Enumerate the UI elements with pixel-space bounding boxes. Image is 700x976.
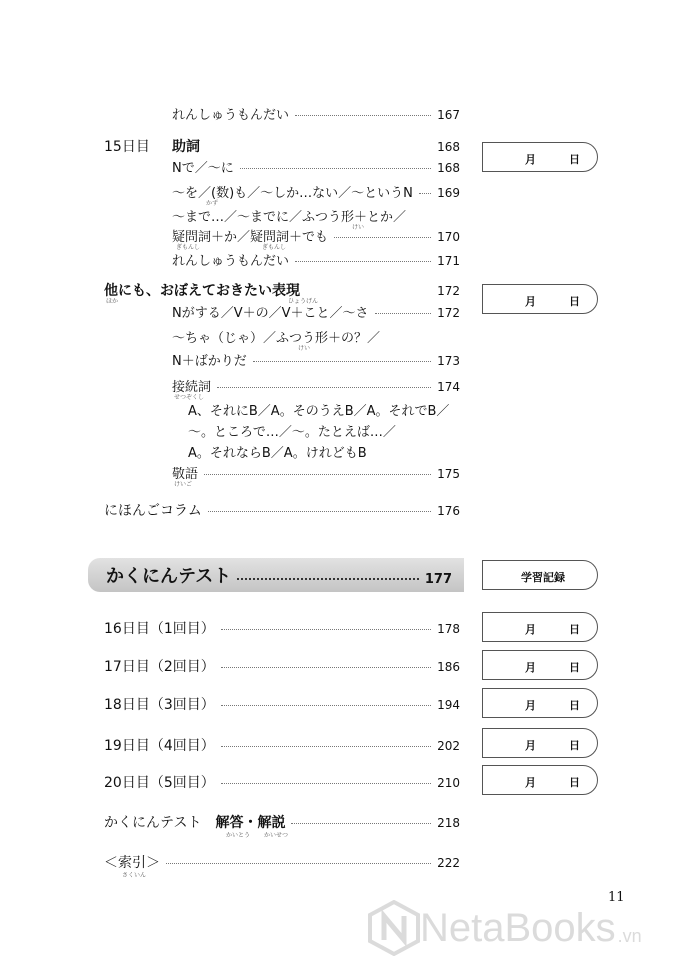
page-ref: 170 [437,230,460,244]
furigana: ぎもんし [176,244,201,251]
toc-label: 17日目（2回目） [104,659,215,675]
page-ref: 218 [437,816,460,830]
tab-day: 日 [569,739,580,752]
toc-row[interactable] [104,618,460,638]
page-ref: 173 [437,354,460,368]
toc-row[interactable] [104,812,460,832]
leader-dots [306,291,431,292]
page-ref: 168 [437,140,460,154]
leader-dots [221,629,431,630]
study-record-header-tab [482,560,598,590]
tab-day: 日 [569,699,580,712]
toc-label: かくにんテスト [104,815,202,831]
leader-dots [217,387,431,388]
banner-title: かくにんテスト [106,566,232,587]
page-ref: 202 [437,739,460,753]
tab-day: 日 [569,661,580,674]
furigana: せつぞくし [174,394,205,401]
study-record-tab[interactable] [482,650,598,680]
page-ref: 175 [437,467,460,481]
page-ref: 194 [437,698,460,712]
furigana: ぎもんし [262,244,287,251]
toc-row[interactable] [104,656,460,676]
furigana: けいご [174,481,193,488]
toc-label: にほんごコラム [104,503,202,519]
section-title: 他にも、おぼえておきたい表現 [104,283,300,299]
toc-row[interactable] [104,772,460,792]
furigana: かいとう [226,832,251,839]
tab-day: 日 [569,623,580,636]
study-record-tab[interactable] [482,612,598,642]
furigana: かいせつ [264,832,289,839]
toc-row[interactable] [172,463,460,482]
tab-month: 月 [525,623,536,636]
leader-dots [240,168,431,169]
page-ref: 186 [437,660,460,674]
page-ref: 177 [424,571,452,587]
leader-dots [253,361,431,362]
leader-dots [221,667,431,668]
day-label: 15日目 [104,139,150,155]
toc-label: 接続詞 [172,380,212,395]
leader-dots [221,783,431,784]
toc-section-heading[interactable] [104,280,460,300]
netabooks-logo-icon [368,900,420,956]
study-record-tab[interactable] [482,688,598,718]
study-record-tab[interactable] [482,728,598,758]
tab-month: 月 [525,295,536,308]
page-ref: 168 [437,161,460,175]
leader-dots [221,746,431,747]
toc-continuation: 〜ちゃ（じゃ）／ふつう形＋の？／ [172,331,381,346]
tab-month: 月 [525,661,536,674]
leader-dots [291,823,431,824]
page-ref: 176 [437,504,460,518]
leader-dots [419,193,431,194]
page-ref: 210 [437,776,460,790]
tab-day: 日 [569,295,580,308]
toc-label: 敬語 [172,467,199,482]
study-record-tab[interactable] [482,765,598,795]
study-record-tab[interactable] [482,284,598,314]
study-record-tab[interactable] [482,142,598,172]
toc-label: 〜を／(数)も／〜しか…ない／〜というN [172,186,413,201]
furigana: けい [352,224,365,231]
tab-month: 月 [525,153,536,166]
furigana: さくいん [122,872,147,879]
watermark-brand: NetaBooks [420,905,616,950]
toc-row[interactable] [104,694,460,714]
tab-day: 日 [569,153,580,166]
page-number: 11 [608,890,625,905]
toc-label: 20日目（5回目） [104,775,215,791]
page-ref: 169 [437,186,460,200]
furigana: ほか [106,298,119,305]
leader-dots [166,863,431,864]
toc-section-heading[interactable] [104,136,460,156]
leader-dots [237,578,419,580]
furigana: かず [206,200,219,207]
toc-row[interactable] [172,226,460,245]
furigana: けい [298,345,311,352]
toc-row[interactable] [172,104,460,123]
leader-dots [204,474,431,475]
tab-month: 月 [525,776,536,789]
page-ref: 222 [437,856,460,870]
tab-month: 月 [525,739,536,752]
toc-continuation: 〜まで…／〜までに／ふつう形＋とか／ [172,210,407,225]
leader-dots [295,115,431,116]
test-section-banner[interactable] [88,558,464,592]
toc-label: Nで／〜に [172,161,234,176]
tab-title: 学習記録 [521,571,565,584]
toc-label: N＋ばかりだ [172,354,247,369]
toc-subitem: A。それならB／A。けれどもB [188,446,367,461]
leader-dots [375,313,432,314]
toc-subitem: 〜。ところで…／〜。たとえば…／ [188,425,396,440]
page-ref: 167 [437,108,460,122]
toc-row[interactable] [172,302,460,321]
toc-label: れんしゅうもんだい [172,108,290,123]
toc-label: れんしゅうもんだい [172,254,290,269]
toc-label: 疑問詞＋か／疑問詞＋でも [172,230,329,245]
toc-row[interactable] [172,157,460,176]
toc-subitem: A、それにB／A。そのうえB／A。それでB／ [188,404,450,419]
tab-day: 日 [569,776,580,789]
leader-dots [221,705,431,706]
page-ref: 172 [437,284,460,298]
toc-row[interactable] [104,852,460,872]
section-title: 助詞 [172,139,200,155]
watermark-suffix: .vn [617,925,642,946]
toc-row[interactable] [172,376,460,395]
toc-label-bold: 解答・解説 [215,815,286,831]
leader-dots [334,237,431,238]
page-ref: 171 [437,254,460,268]
furigana: ひょうげん [288,298,319,305]
tab-month: 月 [525,699,536,712]
toc-row[interactable] [104,735,460,755]
toc-row[interactable] [104,500,460,520]
page-ref: 172 [437,306,460,320]
watermark [368,900,642,956]
toc-label: 19日目（4回目） [104,738,215,754]
page-ref: 174 [437,380,460,394]
toc-label: Nがする／V＋の／V＋こと／〜さ [172,306,369,321]
page-ref: 178 [437,622,460,636]
toc-label: ＜索引＞ [104,855,160,871]
toc-row[interactable] [172,350,460,369]
toc-row[interactable] [172,250,460,269]
leader-dots [208,511,431,512]
toc-label: 18日目（3回目） [104,697,215,713]
toc-label: 16日目（1回目） [104,621,215,637]
leader-dots [206,147,431,148]
leader-dots [295,261,431,262]
